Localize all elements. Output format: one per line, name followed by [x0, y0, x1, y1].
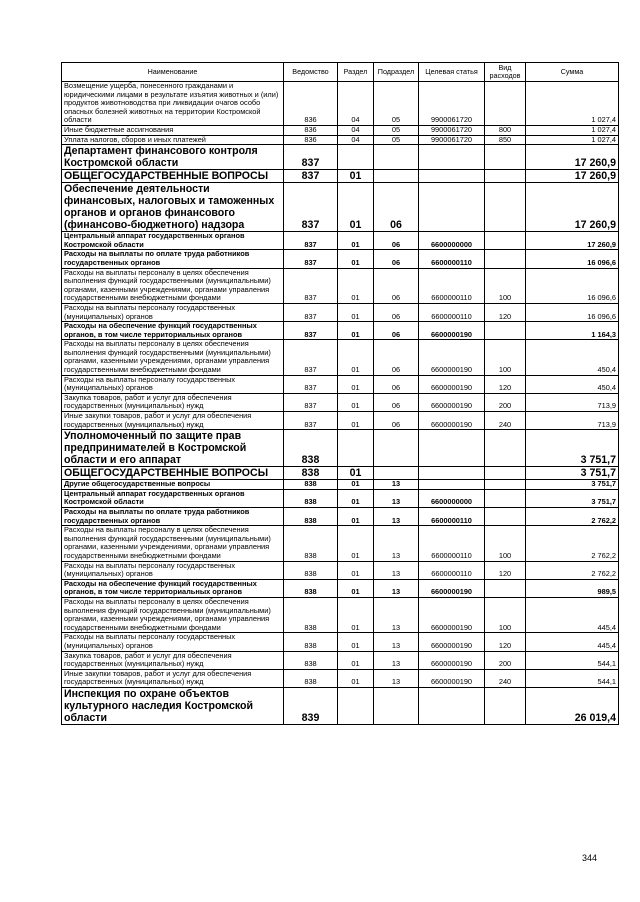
- cell-section: 01: [338, 669, 374, 687]
- cell-subsection: 05: [374, 82, 419, 126]
- cell-exp-type: 100: [485, 340, 526, 375]
- cell-section: 01: [338, 651, 374, 669]
- cell-sum: 3 751,7: [526, 480, 619, 490]
- cell-dept: 838: [284, 579, 338, 597]
- cell-exp-type: [485, 170, 526, 183]
- cell-target: 6600000190: [419, 597, 485, 632]
- cell-dept: 837: [284, 183, 338, 232]
- header-exp-type: Вид расходов: [485, 63, 526, 82]
- cell-dept: 838: [284, 669, 338, 687]
- cell-subsection: 13: [374, 633, 419, 651]
- cell-subsection: 13: [374, 526, 419, 561]
- cell-subsection: 06: [374, 412, 419, 430]
- header-target: Целевая статья: [419, 63, 485, 82]
- cell-section: 01: [338, 480, 374, 490]
- cell-sum: 3 751,7: [526, 489, 619, 507]
- table-row: [62, 508, 619, 526]
- cell-name: Уполномоченный по защите прав предпринимателей в Костромской области и его аппарат: [62, 430, 284, 467]
- cell-subsection: [374, 687, 419, 724]
- cell-sum: 16 096,6: [526, 268, 619, 303]
- cell-target: [419, 687, 485, 724]
- cell-subsection: 13: [374, 508, 419, 526]
- table-row: [62, 687, 619, 724]
- cell-dept: 838: [284, 489, 338, 507]
- cell-section: 01: [338, 232, 374, 250]
- cell-sum: 17 260,9: [526, 232, 619, 250]
- cell-name: Закупка товаров, работ и услуг для обеспечения государственных (муниципальных) нужд: [62, 393, 284, 411]
- cell-subsection: 06: [374, 322, 419, 340]
- cell-name: Возмещение ущерба, понесенного гражданами и юридическими лицами в результате изъятия животных и (или) продуктов животноводства при ликвидации очагов особо опасных болезней животных на территории Костромской области: [62, 82, 284, 126]
- cell-dept: 837: [284, 250, 338, 268]
- cell-exp-type: 120: [485, 375, 526, 393]
- table-row: [62, 489, 619, 507]
- cell-dept: 837: [284, 145, 338, 170]
- header-name: Наименование: [62, 63, 284, 82]
- cell-name: Расходы на выплаты персоналу в целях обеспечения выполнения функций государственными (муниципальными) органами, казенными учреждениями, органами управления государственными внебюджетными фондами: [62, 526, 284, 561]
- header-section: Раздел: [338, 63, 374, 82]
- cell-exp-type: 120: [485, 561, 526, 579]
- cell-target: 6600000110: [419, 303, 485, 321]
- cell-exp-type: 100: [485, 526, 526, 561]
- cell-subsection: 13: [374, 669, 419, 687]
- cell-section: 01: [338, 303, 374, 321]
- cell-dept: 836: [284, 82, 338, 126]
- table-row: [62, 430, 619, 467]
- cell-exp-type: 240: [485, 412, 526, 430]
- table-row: [62, 303, 619, 321]
- cell-target: 6600000000: [419, 232, 485, 250]
- cell-exp-type: [485, 480, 526, 490]
- budget-table: [61, 62, 619, 725]
- table-row: [62, 170, 619, 183]
- cell-section: 01: [338, 489, 374, 507]
- cell-sum: 17 260,9: [526, 145, 619, 170]
- cell-subsection: 06: [374, 340, 419, 375]
- cell-subsection: 13: [374, 579, 419, 597]
- cell-exp-type: [485, 579, 526, 597]
- cell-target: 6600000190: [419, 669, 485, 687]
- cell-sum: 445,4: [526, 597, 619, 632]
- table-row: [62, 375, 619, 393]
- cell-target: 9900061720: [419, 135, 485, 145]
- cell-dept: 837: [284, 412, 338, 430]
- cell-sum: 445,4: [526, 633, 619, 651]
- cell-subsection: [374, 430, 419, 467]
- cell-section: 01: [338, 526, 374, 561]
- cell-sum: 2 762,2: [526, 508, 619, 526]
- cell-name: Иные бюджетные ассигнования: [62, 125, 284, 135]
- table-row: [62, 669, 619, 687]
- cell-sum: 2 762,2: [526, 526, 619, 561]
- cell-target: [419, 183, 485, 232]
- cell-dept: 837: [284, 393, 338, 411]
- cell-exp-type: 100: [485, 597, 526, 632]
- cell-sum: 713,9: [526, 393, 619, 411]
- cell-subsection: 06: [374, 250, 419, 268]
- cell-name: Расходы на обеспечение функций государственных органов, в том числе территориальных органов: [62, 322, 284, 340]
- cell-target: 6600000190: [419, 633, 485, 651]
- cell-name: Расходы на выплаты персоналу государственных (муниципальных) органов: [62, 303, 284, 321]
- cell-section: 01: [338, 412, 374, 430]
- cell-exp-type: [485, 183, 526, 232]
- cell-target: 6600000110: [419, 508, 485, 526]
- cell-name: Уплата налогов, сборов и иных платежей: [62, 135, 284, 145]
- cell-dept: 838: [284, 480, 338, 490]
- table-header-row: [62, 63, 619, 82]
- cell-target: 6600000110: [419, 250, 485, 268]
- header-subsection: Подраздел: [374, 63, 419, 82]
- table-row: [62, 135, 619, 145]
- cell-subsection: 06: [374, 232, 419, 250]
- table-body: [62, 82, 619, 725]
- cell-dept: 839: [284, 687, 338, 724]
- cell-dept: 838: [284, 561, 338, 579]
- cell-dept: 837: [284, 303, 338, 321]
- cell-dept: 838: [284, 633, 338, 651]
- table-row: [62, 183, 619, 232]
- cell-exp-type: [485, 508, 526, 526]
- cell-sum: 544,1: [526, 669, 619, 687]
- cell-subsection: 13: [374, 489, 419, 507]
- cell-section: 04: [338, 82, 374, 126]
- cell-target: 6600000110: [419, 526, 485, 561]
- cell-target: 6600000190: [419, 651, 485, 669]
- table-row: [62, 322, 619, 340]
- table-row: [62, 340, 619, 375]
- cell-exp-type: 240: [485, 669, 526, 687]
- table-row: [62, 250, 619, 268]
- cell-section: 01: [338, 375, 374, 393]
- cell-name: Расходы на выплаты по оплате труда работников государственных органов: [62, 508, 284, 526]
- cell-target: 6600000190: [419, 412, 485, 430]
- cell-dept: 837: [284, 170, 338, 183]
- cell-target: 9900061720: [419, 125, 485, 135]
- cell-name: Расходы на выплаты по оплате труда работников государственных органов: [62, 250, 284, 268]
- cell-section: 01: [338, 340, 374, 375]
- cell-name: ОБЩЕГОСУДАРСТВЕННЫЕ ВОПРОСЫ: [62, 170, 284, 183]
- cell-sum: 16 096,6: [526, 303, 619, 321]
- cell-sum: 2 762,2: [526, 561, 619, 579]
- cell-subsection: 13: [374, 561, 419, 579]
- cell-name: ОБЩЕГОСУДАРСТВЕННЫЕ ВОПРОСЫ: [62, 467, 284, 480]
- cell-subsection: 06: [374, 375, 419, 393]
- cell-section: 01: [338, 322, 374, 340]
- cell-sum: 3 751,7: [526, 430, 619, 467]
- table-row: [62, 651, 619, 669]
- cell-section: 01: [338, 467, 374, 480]
- cell-section: 01: [338, 633, 374, 651]
- cell-section: [338, 687, 374, 724]
- cell-target: 6600000000: [419, 489, 485, 507]
- cell-subsection: 06: [374, 303, 419, 321]
- table-row: [62, 561, 619, 579]
- table-row: [62, 597, 619, 632]
- cell-dept: 836: [284, 135, 338, 145]
- cell-dept: 838: [284, 651, 338, 669]
- cell-dept: 838: [284, 467, 338, 480]
- cell-exp-type: 800: [485, 125, 526, 135]
- cell-exp-type: [485, 489, 526, 507]
- cell-name: Расходы на выплаты персоналу государственных (муниципальных) органов: [62, 561, 284, 579]
- cell-target: 6600000190: [419, 322, 485, 340]
- cell-section: 01: [338, 170, 374, 183]
- cell-subsection: [374, 145, 419, 170]
- cell-exp-type: [485, 687, 526, 724]
- cell-sum: 989,5: [526, 579, 619, 597]
- cell-target: [419, 145, 485, 170]
- cell-section: 01: [338, 579, 374, 597]
- table-row: [62, 633, 619, 651]
- cell-name: Расходы на выплаты персоналу в целях обеспечения выполнения функций государственными (муниципальными) органами, казенными учреждениями, органами управления государственными внебюджетными фондами: [62, 340, 284, 375]
- page-number: 344: [582, 853, 598, 863]
- cell-exp-type: 200: [485, 393, 526, 411]
- table-row: [62, 579, 619, 597]
- cell-sum: 17 260,9: [526, 183, 619, 232]
- cell-exp-type: 120: [485, 633, 526, 651]
- cell-sum: 1 027,4: [526, 125, 619, 135]
- cell-target: 6600000190: [419, 579, 485, 597]
- cell-subsection: [374, 467, 419, 480]
- cell-section: [338, 430, 374, 467]
- cell-name: Расходы на выплаты персоналу государственных (муниципальных) органов: [62, 375, 284, 393]
- table-row: [62, 268, 619, 303]
- cell-name: Расходы на выплаты персоналу государственных (муниципальных) органов: [62, 633, 284, 651]
- cell-sum: 1 027,4: [526, 82, 619, 126]
- cell-name: Расходы на выплаты персоналу в целях обеспечения выполнения функций государственными (муниципальными) органами, казенными учреждениями, органами управления государственными внебюджетными фондами: [62, 268, 284, 303]
- cell-sum: 544,1: [526, 651, 619, 669]
- table-row: [62, 145, 619, 170]
- table-row: [62, 526, 619, 561]
- cell-name: Расходы на обеспечение функций государственных органов, в том числе территориальных органов: [62, 579, 284, 597]
- cell-section: 01: [338, 508, 374, 526]
- cell-name: Инспекция по охране объектов культурного наследия Костромской области: [62, 687, 284, 724]
- cell-name: Центральный аппарат государственных органов Костромской области: [62, 232, 284, 250]
- cell-dept: 837: [284, 375, 338, 393]
- cell-exp-type: 120: [485, 303, 526, 321]
- cell-subsection: [374, 170, 419, 183]
- cell-name: Департамент финансового контроля Костромской области: [62, 145, 284, 170]
- cell-section: 04: [338, 125, 374, 135]
- cell-dept: 838: [284, 597, 338, 632]
- cell-target: 9900061720: [419, 82, 485, 126]
- cell-section: 01: [338, 561, 374, 579]
- table-row: [62, 480, 619, 490]
- cell-subsection: 06: [374, 393, 419, 411]
- cell-sum: 1 164,3: [526, 322, 619, 340]
- table-row: [62, 82, 619, 126]
- cell-exp-type: [485, 430, 526, 467]
- cell-exp-type: 100: [485, 268, 526, 303]
- cell-section: 01: [338, 268, 374, 303]
- cell-dept: 837: [284, 340, 338, 375]
- table-row: [62, 125, 619, 135]
- cell-subsection: 06: [374, 268, 419, 303]
- cell-section: 01: [338, 183, 374, 232]
- cell-dept: 837: [284, 232, 338, 250]
- cell-dept: 838: [284, 508, 338, 526]
- table-row: [62, 232, 619, 250]
- cell-dept: 837: [284, 322, 338, 340]
- cell-section: 01: [338, 250, 374, 268]
- cell-sum: 450,4: [526, 375, 619, 393]
- cell-sum: 450,4: [526, 340, 619, 375]
- cell-exp-type: [485, 145, 526, 170]
- cell-dept: 836: [284, 125, 338, 135]
- cell-target: [419, 170, 485, 183]
- cell-exp-type: 850: [485, 135, 526, 145]
- cell-exp-type: [485, 467, 526, 480]
- cell-target: 6600000190: [419, 340, 485, 375]
- cell-target: [419, 430, 485, 467]
- table-row: [62, 412, 619, 430]
- cell-subsection: 13: [374, 480, 419, 490]
- cell-target: 6600000190: [419, 375, 485, 393]
- cell-name: Закупка товаров, работ и услуг для обеспечения государственных (муниципальных) нужд: [62, 651, 284, 669]
- cell-subsection: 05: [374, 125, 419, 135]
- cell-name: Центральный аппарат государственных органов Костромской области: [62, 489, 284, 507]
- cell-sum: 3 751,7: [526, 467, 619, 480]
- cell-exp-type: [485, 250, 526, 268]
- cell-target: [419, 467, 485, 480]
- cell-target: 6600000190: [419, 393, 485, 411]
- cell-subsection: 06: [374, 183, 419, 232]
- cell-subsection: 13: [374, 651, 419, 669]
- cell-section: 01: [338, 597, 374, 632]
- cell-exp-type: [485, 82, 526, 126]
- cell-target: 6600000110: [419, 561, 485, 579]
- cell-section: [338, 145, 374, 170]
- cell-name: Другие общегосударственные вопросы: [62, 480, 284, 490]
- cell-subsection: 13: [374, 597, 419, 632]
- table-row: [62, 393, 619, 411]
- header-sum: Сумма: [526, 63, 619, 82]
- cell-target: [419, 480, 485, 490]
- cell-dept: 838: [284, 526, 338, 561]
- header-dept: Ведомство: [284, 63, 338, 82]
- cell-sum: 713,9: [526, 412, 619, 430]
- cell-sum: 1 027,4: [526, 135, 619, 145]
- cell-exp-type: 200: [485, 651, 526, 669]
- cell-sum: 17 260,9: [526, 170, 619, 183]
- cell-subsection: 05: [374, 135, 419, 145]
- cell-section: 01: [338, 393, 374, 411]
- cell-dept: 838: [284, 430, 338, 467]
- cell-sum: 16 096,6: [526, 250, 619, 268]
- cell-name: Расходы на выплаты персоналу в целях обеспечения выполнения функций государственными (муниципальными) органами, казенными учреждениями, органами управления государственными внебюджетными фондами: [62, 597, 284, 632]
- cell-name: Обеспечение деятельности финансовых, налоговых и таможенных органов и органов финансового (финансово-бюджетного) надзора: [62, 183, 284, 232]
- cell-exp-type: [485, 322, 526, 340]
- cell-exp-type: [485, 232, 526, 250]
- cell-name: Иные закупки товаров, работ и услуг для обеспечения государственных (муниципальных) нужд: [62, 412, 284, 430]
- cell-dept: 837: [284, 268, 338, 303]
- cell-name: Иные закупки товаров, работ и услуг для обеспечения государственных (муниципальных) нужд: [62, 669, 284, 687]
- cell-sum: 26 019,4: [526, 687, 619, 724]
- cell-section: 04: [338, 135, 374, 145]
- cell-target: 6600000110: [419, 268, 485, 303]
- table-row: [62, 467, 619, 480]
